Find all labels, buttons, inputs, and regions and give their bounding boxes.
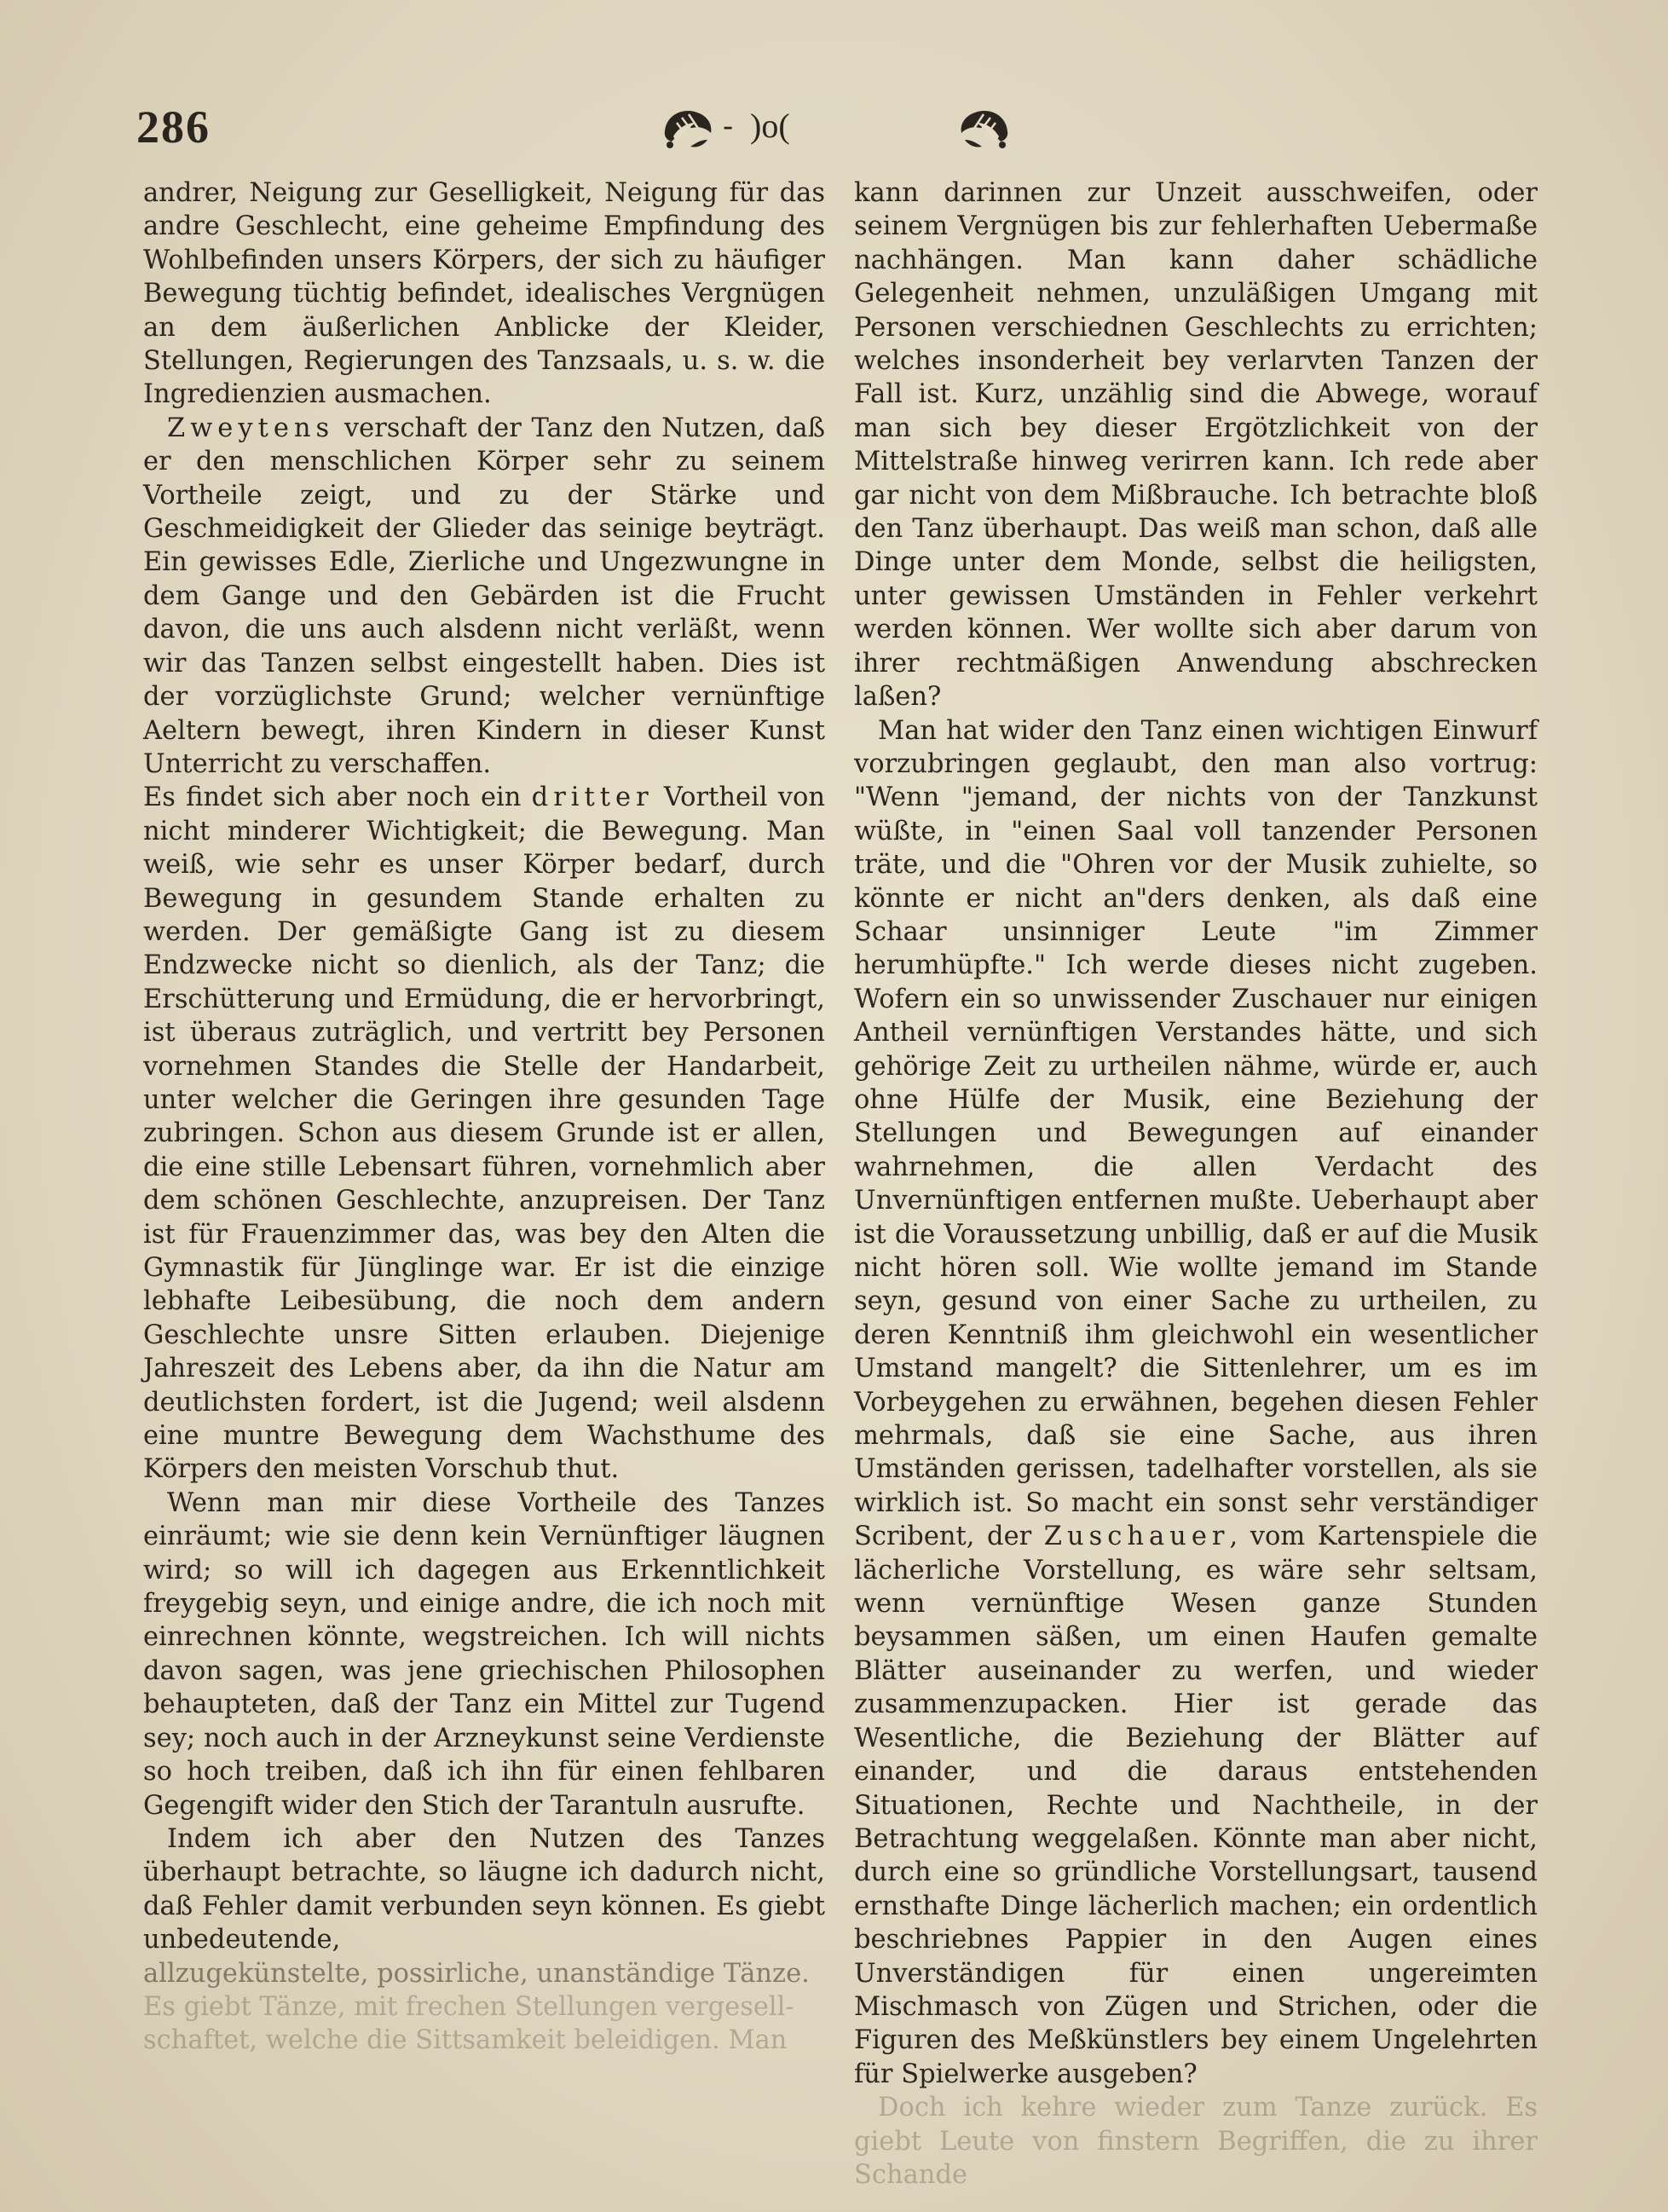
right-paragraph-2-text: Man hat wider den Tanz einen wichtigen Einwurf vorzubringen geglaubt, den man also vortrug: "Wenn "jemand, der nichts von der Tanzkunst wüßte, in "einen Saal voll tanzender Personen träte, und die "Ohren vor der Musik zuhielte, so könnte er nicht an"ders denken, als daß eine Schaar unsinniger Leute "im Zimmer herumhüpfte." Ich werde dieses nicht zugeben. Wofern ein so unwissender Zuschauer nur einigen Antheil vernünftigen Verstandes hätte, und sich gehörige Zeit zu urtheilen nähme, würde er, auch ohne Hülfe der Musik, eine Beziehung der Stellungen und Bewegungen auf einander wahrnehmen, die allen Verdacht des Unvernünftigen entfernen mußte. Ueberhaupt aber ist die Voraussetzung unbillig, daß er auf die Musik nicht hören soll. Wie wollte jemand im Stande seyn, gesund von einer Sache zu urtheilen, zu deren Kenntniß ihm gleichwohl ein wesentlicher Umstand mangelt? die Sittenlehrer, um es im Vorbeygehen zu erwähnen, begehen diesen Fehler mehrmals, daß sie eine Sache, aus ihren Umständen gerissen, tadelhafter vorstellen, als sie wirklich ist. So macht ein sonst sehr verständiger Scribent, der bbox=[854, 715, 1538, 1552]
left-paragraph-2-text: verschaft der Tanz den Nutzen, daß er den menschlichen Körper sehr zu seinem Vortheile zeigt, und zu der Stärke und Geschmeidigkeit der Glieder das seinige beyträgt. Ein gewisses Edle, Zierliche und Ungezwungne in dem Gange und den Gebärden ist die Frucht davon, die uns auch alsdenn nicht verläßt, wenn wir das Tanzen selbst eingestellt haben. Dies ist der vorzüglichste Grund; welcher vernünftige Aeltern bewegt, ihren Kindern in dieser Kunst Unterricht zu verschaffen. bbox=[143, 413, 825, 779]
left-faded-line-1: allzugekünstelte, possirliche, unanständige Tänze. bbox=[143, 1958, 810, 1989]
right-faded-paragraph: Doch ich kehre wieder zum Tanze zurück. Es giebt Leute von finstern Begriffen, die zu ihrer Schande bbox=[854, 2093, 1538, 2190]
page-number: 286 bbox=[136, 101, 211, 153]
left-faded-line-2: Es giebt Tänze, mit frechen Stellungen vergesell- bbox=[143, 1991, 794, 2022]
left-paragraph-3-text: Vortheil von nicht minderer Wichtigkeit; die Bewegung. Man weiß, wie sehr es unser Körper bedarf, durch Bewegung in gesundem Stande erhalten zu werden. Der gemäßigte Gang ist zu diesem Endzwecke nicht so dienlich, als der Tanz; die Erschütterung und Ermüdung, die er hervorbringt, ist überaus zuträglich, und vertritt bey Personen vornehmen Standes die Stelle der Handarbeit, unter welcher die Geringen ihre gesunden Tage zubringen. Schon aus diesem Grunde ist er allen, die eine stille Lebensart führen, vornehmlich aber dem schönen Geschlechte, anzupreisen. Der Tanz ist für Frauenzimmer das, was bey den Alten die Gymnastik für Jünglinge war. Er ist die einzige lebhafte Leibesübung, die noch dem andern Geschlechte unsre Sitten erlauben. Diejenige Jahreszeit des Lebens aber, da ihn die Natur am deutlichsten fordert, ist die Jugend; weil alsdenn eine muntre Bewegung dem Wachsthume des Körpers den meisten Vorschub thut. bbox=[143, 783, 825, 1485]
left-paragraph-3-start: Es findet sich aber noch ein bbox=[143, 783, 532, 813]
left-paragraph-4: Wenn man mir diese Vortheile des Tanzes einräumt; wie sie denn kein Vernünftiger läugnen wird; so will ich dagegen aus Erkenntlichkeit freygebig seyn, und einige andre, die ich noch mit einrechnen könnte, wegstreichen. Ich will nichts davon sagen, was jene griechischen Philosophen behaupteten, daß der Tanz ein Mittel zur Tugend sey; noch auch in der Arzneykunst seine Verdienste so hoch treiben, daß ich ihn für einen fehlbaren Gegengift wider den Stich der Tarantuln ausrufte. bbox=[143, 1487, 825, 1821]
emphasis-zuschauer: Zuschauer bbox=[1043, 1522, 1230, 1552]
left-column bbox=[143, 176, 825, 2058]
fleuron-icon bbox=[955, 102, 1014, 153]
left-paragraph-1: andrer, Neigung zur Geselligkeit, Neigung für das andre Geschlecht, eine geheime Empfindung des Wohlbefinden unsers Körpers, der sich zu häufiger Bewegung tüchtig befindet, idealisches Vergnügen an dem äußerlichen Anblicke der Kleider, Stellungen, Regierungen des Tanzsaals, u. s. w. die Ingredienzien ausmachen. bbox=[143, 178, 825, 410]
fleuron-icon bbox=[658, 102, 718, 153]
right-paragraph-2-end: , vom Kartenspiele die lächerliche Vorstellung, es wäre sehr seltsam, wenn vernünftige Wesen ganze Stunden beysammen säßen, um einen Haufen gemalte Blätter auseinander zu werfen, und wieder zusammenzupacken. Hier ist gerade das Wesentliche, die Beziehung der Blätter auf einander, und die daraus entstehenden Situationen, Rechte und Nachtheile, in der Betrachtung weggelaßen. Könnte man aber nicht, durch eine so gründliche Vorstellungsart, tausend ernsthafte Dinge lächerlich machen; ein ordentlich beschriebnes Pappier in den Augen eines Unverständigen für einen ungereimten Mischmasch von Zügen und Strichen, oder die Figuren des Meßkünstlers bey einem Ungelehrten für Spielwerke ausgeben? bbox=[854, 1522, 1538, 2089]
right-column bbox=[854, 176, 1538, 2192]
left-faded-line-3: schaftet, welche die Sittsamkeit beleidigen. Man bbox=[143, 2025, 788, 2056]
right-paragraph-2 bbox=[854, 714, 1538, 2092]
left-paragraph-3 bbox=[143, 781, 825, 1487]
emphasis-dritter: dritter bbox=[531, 783, 654, 813]
header-center-mark: )o( bbox=[750, 107, 790, 145]
left-paragraph-5: Indem ich aber den Nutzen des Tanzes überhaupt betrachte, so läugne ich dadurch nicht, daß Fehler damit verbunden seyn können. Es giebt unbedeutende, bbox=[143, 1823, 825, 1955]
emphasis-zweytens: Zweytens bbox=[167, 413, 335, 443]
left-paragraph-2 bbox=[143, 412, 825, 781]
header-dash: - bbox=[723, 109, 734, 144]
right-paragraph-1: kann darinnen zur Unzeit ausschweifen, oder seinem Vergnügen bis zur fehlerhaften Uebermaße nachhängen. Man kann daher schädliche Gelegenheit nehmen, unzuläßigen Umgang mit Personen verschiednen Geschlechts zu errichten; welches insonderheit bey verlarvten Tanzen der Fall ist. Kurz, unzählig sind die Abwege, worauf man sich bey dieser Ergötzlichkeit von der Mittelstraße hinweg verirren kann. Ich rede aber gar nicht von dem Mißbrauche. Ich betrachte bloß den Tanz überhaupt. Das weiß man schon, daß alle Dinge unter dem Monde, selbst die heiligsten, unter gewissen Umständen in Fehler verkehrt werden können. Wer wollte sich aber darum von ihrer rechtmäßigen Anwendung abschrecken laßen? bbox=[854, 178, 1538, 713]
page-header bbox=[136, 101, 1543, 169]
